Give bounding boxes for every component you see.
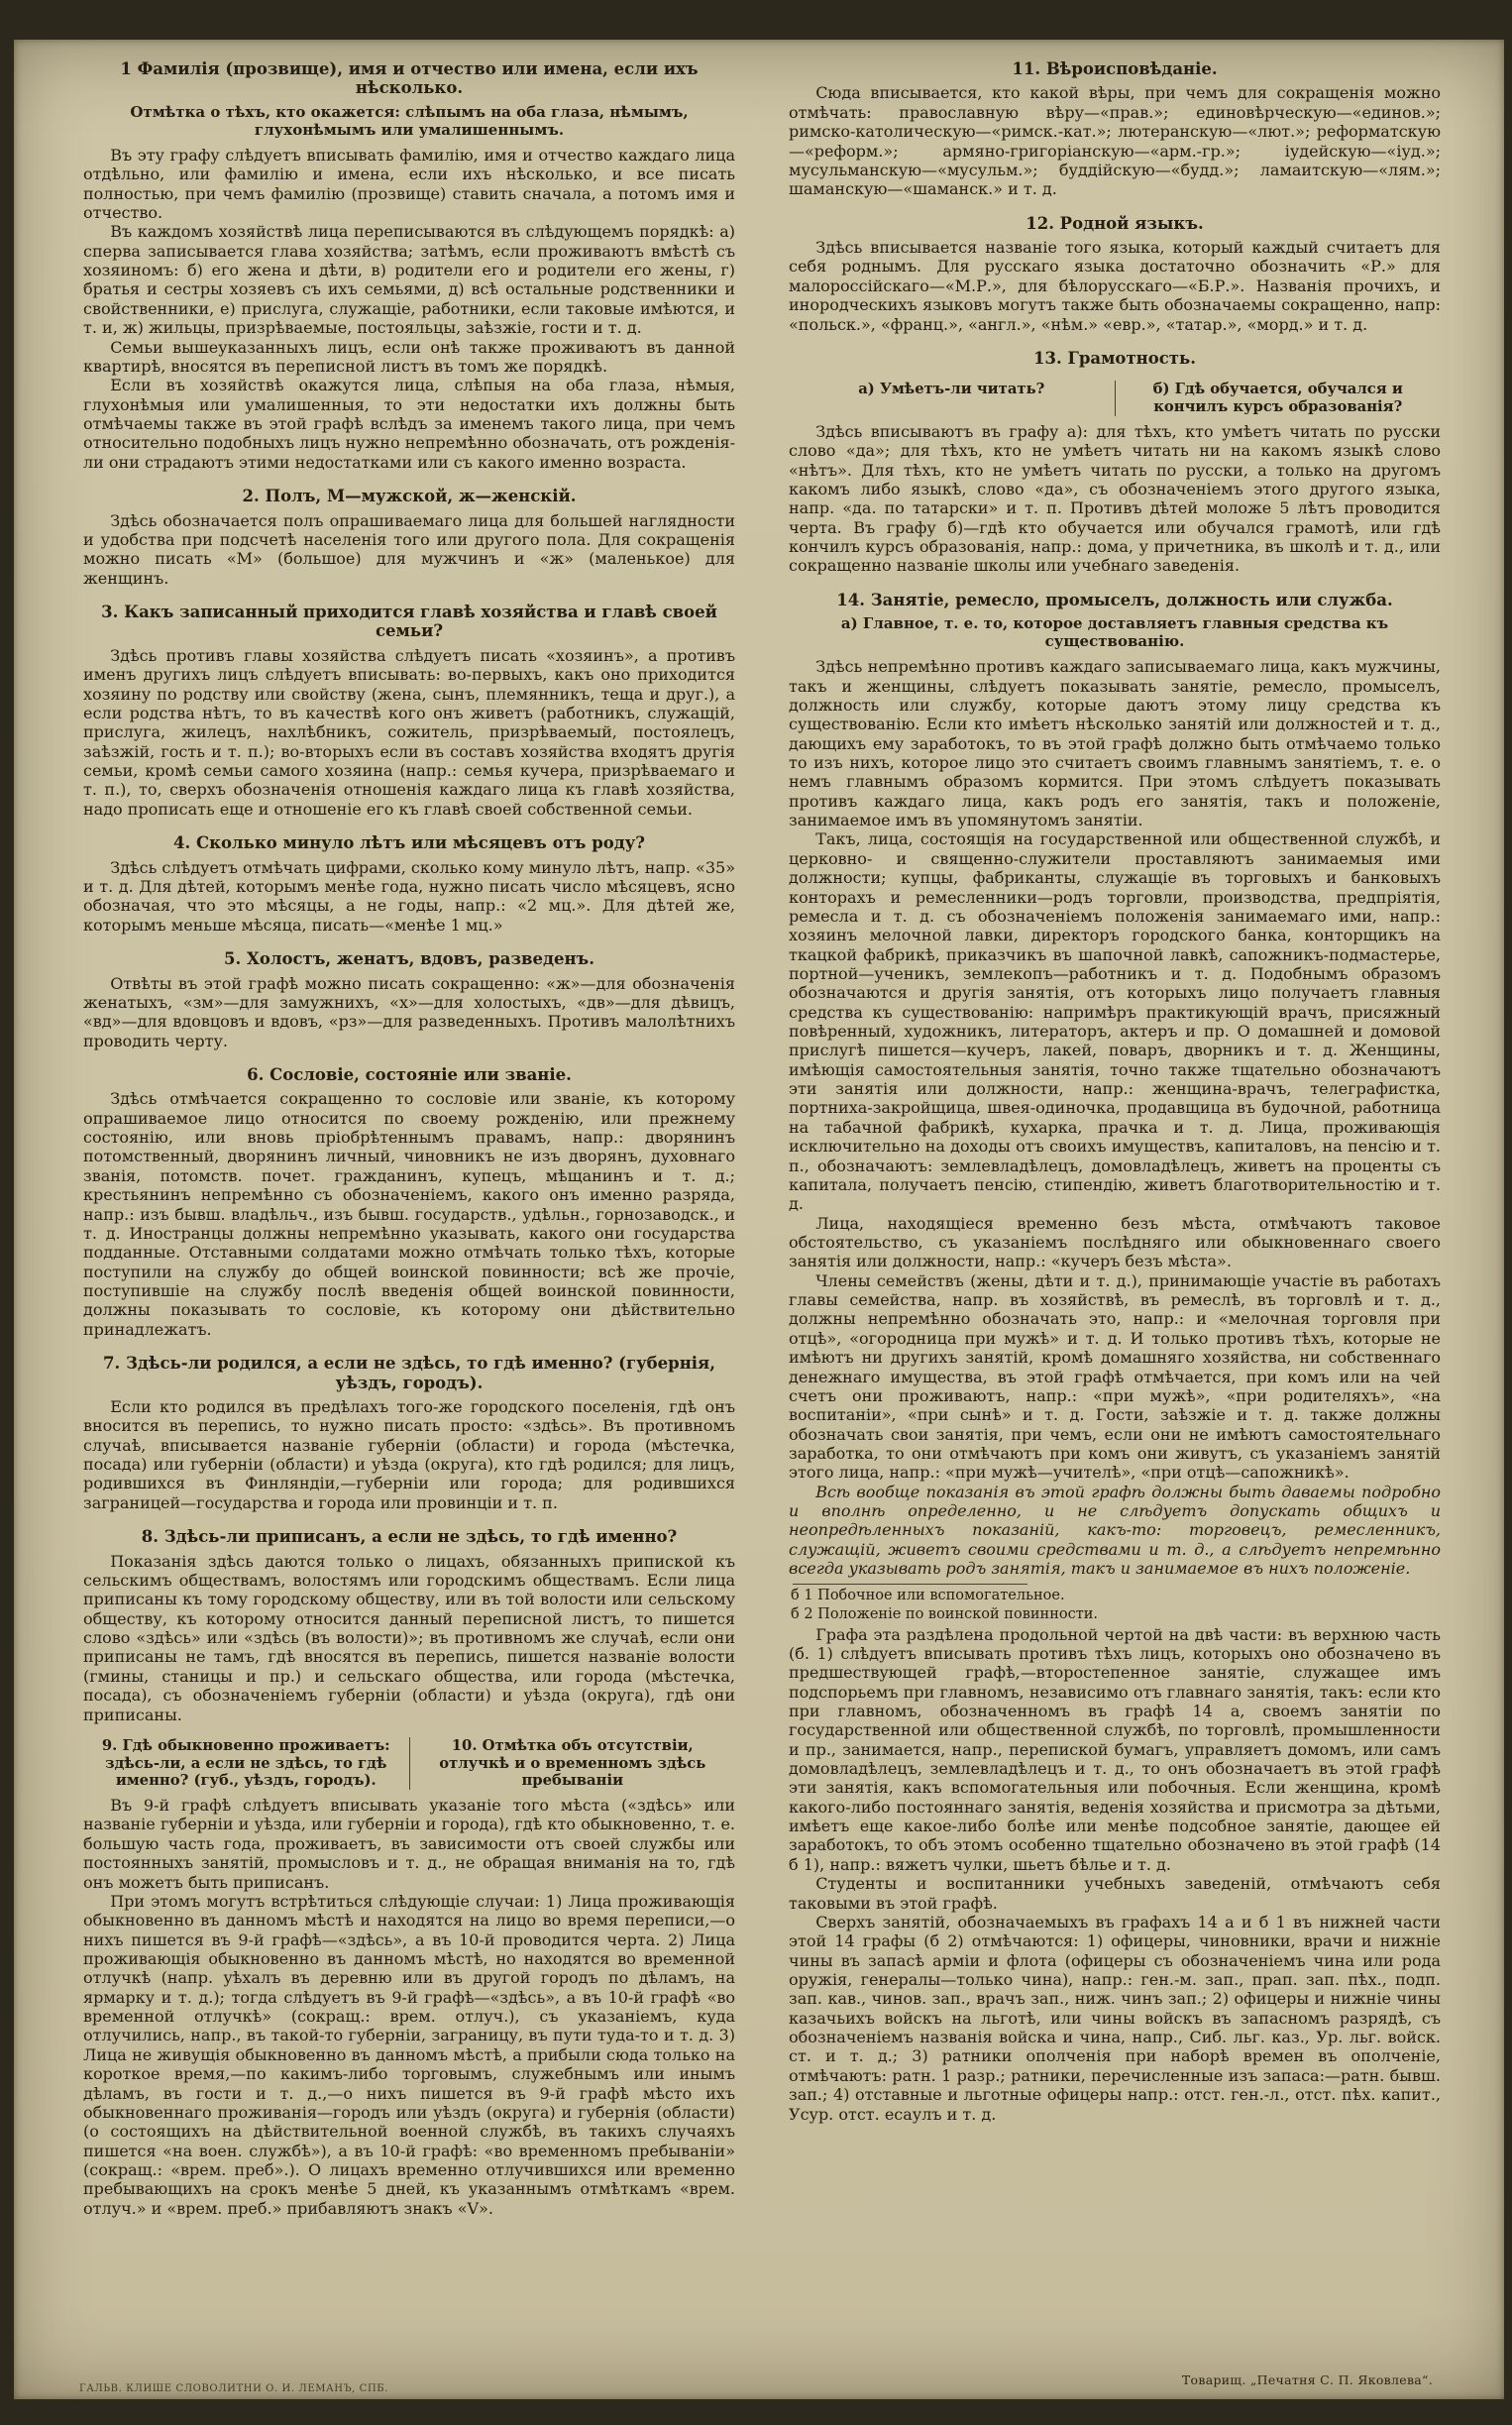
paragraph: Такъ, лица, состоящія на государственной или общественной службѣ, и церковно- и священно-служители проставляютъ занимаемыя ими должности; купцы, фабриканты, служащіе въ торговыхъ и банковыхъ конторахъ и ремесленники—родъ торговли, производства, предпріятія, ремесла и т. д. съ обозначеніемъ положенія занимаемаго ими, напр.: хозяинъ мелочной лавки, директоръ городского банка, конторщикъ на ткацкой фабрикѣ, приказчикъ въ шапочной лавкѣ, сапожникъ-подмастерье, портной—ученикъ, землекопъ—работникъ и т. д. Подобнымъ образомъ обозначаются и другія занятія, отъ которыхъ лицо получаетъ главныя средства къ существованію: напримѣръ практикующій врачъ, присяжный повѣренный, художникъ, литераторъ, актеръ и пр. О домашней и домовой прислугѣ пишется—кучеръ, лакей, поваръ, дворникъ и т. д. Женщины, имѣющія самостоятельныя занятія, точно также тщательно обозначаютъ эти занятія или должности, напр.: женщина-врачъ, телеграфистка, портниха-закройщица, швея-одиночка, продавщица въ будочной, работница на табачной фабрикѣ, кухарка, прачка и т. д. Лица, проживающія исключительно на доходы отъ своихъ имуществъ, капиталовъ, на пенсію и т. п., обозначаютъ: землевладѣлецъ, домовладѣлецъ, живетъ на проценты съ капитала, получаетъ пенсію, стипендію, живетъ благотворительностію и т. д. [789,829,1441,1214]
section-heading: 10. Отмѣтка объ отсутствіи, отлучкѣ и о временномъ здѣсь пребываніи [409,1737,736,1790]
side-heading: б 2 Положеніе по воинской повинности. [791,1605,1099,1622]
right-column [789,57,1441,2354]
paragraph: Семьи вышеуказанныхъ лицъ, если онѣ также проживаютъ въ данной квартирѣ, вносятся въ переписной листъ въ томъ же порядкѣ. [83,337,735,376]
divider-rule [793,1584,1027,1585]
section-heading: 12. Родной языкъ. [1026,213,1204,233]
section-heading: а) Умѣетъ-ли читать? [858,381,1045,398]
paragraph: Всѣ вообще показанія въ этой графѣ должны быть даваемы подробно и вполнѣ определенно, и не слѣдуетъ допускать общихъ и неопредѣленныхъ показаній, какъ-то: торговецъ, ремесленникъ, служащій, живетъ своими средствами и т. д., а слѣдуетъ непремѣнно всегда указывать родъ занятія, такъ и занимаемое въ нихъ положеніе. [789,1482,1441,1579]
section-heading: 7. Здѣсь-ли родился, а если не здѣсь, то гдѣ именно? (губернія, уѣздъ, городъ). [103,1354,715,1392]
left-column [83,57,735,2354]
section-heading: 2. Полъ, М—мужской, ж—женскій. [242,487,577,506]
instruction-section [789,1584,1441,2123]
section-heading: 9. Гдѣ обыкновенно проживаетъ: здѣсь-ли, а если не здѣсь, то гдѣ именно? (губ., уѣздъ, городъ). [101,1736,390,1790]
instruction-section [83,1737,735,2218]
paper-sheet [14,40,1504,2399]
section-heading: 5. Холостъ, женатъ, вдовъ, разведенъ. [224,949,594,969]
text-columns [14,40,1504,2399]
section-heading: 6. Сословіе, состояніе или званіе. [247,1064,572,1084]
paragraph: Здѣсь вписывается названіе того языка, который каждый считаетъ для себя роднымъ. Для русскаго языка достаточно обозначить «Р.» для малороссійскаго—«М.Р.», для бѣлорусскаго—«Б.Р.». Названія прочихъ, и инородческихъ языковъ могутъ также быть обозначаемы сокращенно, напр: «польск.», «франц.», «англ.», «нѣм.» «евр.», «татар.», «морд.» и т. д. [789,238,1441,334]
section-subheading: Отмѣтка о тѣхъ, кто окажется: слѣпымъ на оба глаза, нѣмымъ, глухонѣмымъ или умалишеннымъ. [130,102,689,139]
paragraph: Здѣсь непремѣнно противъ каждаго записываемаго лица, какъ мужчины, такъ и женщины, слѣдуетъ показывать занятіе, ремесло, промыселъ, должность или службу, которые даютъ этому лицу средства къ существованію. Если кто имѣетъ нѣсколько занятій или должностей и т. д., дающихъ ему заработокъ, то въ этой графѣ должно быть отмѣчаемо только то изъ нихъ, которое лицо это считаетъ своимъ главнымъ занятіемъ, т. е. о немъ главнымъ образомъ кормится. При этомъ слѣдуетъ показывать противъ каждаго лица, какъ родъ его занятія, такъ и положеніе, занимаемое имъ въ упомянутомъ занятіи. [789,657,1441,830]
section-subheading: а) Главное, т. е. то, которое доставляетъ главныя средства къ существованію. [840,614,1389,651]
section-heading: 8. Здѣсь-ли приписанъ, а если не здѣсь, то гдѣ именно? [141,1527,678,1547]
instruction-section [789,59,1441,199]
paragraph: Студенты и воспитанники учебныхъ заведеній, отмѣчаютъ себя таковыми въ этой графѣ. [789,1874,1441,1913]
paragraph: Члены семействъ (жены, дѣти и т. д.), принимающіе участіе въ работахъ главы семейства, напр. въ хозяйствѣ, въ ремеслѣ, въ торговлѣ и т. д., должны непремѣнно обозначать это, напр.: и «мелочная торговля при отцѣ», «огородница при мужѣ» и т. д. И только противъ тѣхъ, которые не имѣютъ ни другихъ занятій, кромѣ домашняго хозяйства, ни собственнаго денежнаго имущества, въ этой графѣ отмѣчается, при комъ или на чей счетъ они проживаютъ, напр.: «при мужѣ», «при родителяхъ», «на воспитаніи», «при сынѣ» и т. д. Гости, заѣзжіе и т. д. также должны обозначать свои занятія, при чемъ, если они не имѣютъ самостоятельнаго заработка, то они отмѣчаютъ при комъ они живутъ, съ указаніемъ занятій этого лица, напр.: «при мужѣ—учителѣ», «при отцѣ—сапожникѣ». [789,1270,1441,1483]
section-heading: 13. Грамотность. [1033,348,1196,368]
section-heading-pair [83,1737,735,1790]
instruction-section [83,1065,735,1339]
instruction-section [83,1527,735,1724]
paragraph: Въ каждомъ хозяйствѣ лица переписываются въ слѣдующемъ порядкѣ: а) сперва записывается глава хозяйства; затѣмъ, если проживаютъ вмѣстѣ съ хозяиномъ: б) его жена и дѣти, в) родители его и родители его жены, г) братья и сестры хозяевъ съ ихъ семьями, д) всѣ остальные родственники и свойственники, е) прислуга, служащіе, работники, если таковые имѣются, и т. и, ж) жильцы, призрѣваемые, постояльцы, заѣзжіе, гости и т. д. [83,222,735,338]
section-heading: 11. Вѣроисповѣданіе. [1012,59,1218,78]
printer-credit-left: ГАЛЬВ. КЛИШЕ СЛОВОЛИТНИ О. И. ЛЕМАНЪ, СПБ. [79,2383,388,2394]
paragraph: Отвѣты въ этой графѣ можно писать сокращенно: «ж»—для обозначенія женатыхъ, «зм»—для замужнихъ, «х»—для холостыхъ, «дв»—для дѣвицъ, «вд»—для вдовцовъ и вдовъ, «рз»—для разведенныхъ. Противъ малолѣтнихъ проводить черту. [83,973,735,1050]
instruction-section [83,59,735,472]
paragraph: При этомъ могутъ встрѣтиться слѣдующіе случаи: 1) Лица проживающія обыкновенно въ данномъ мѣстѣ и находятся на лицо во время переписи,—о нихъ пишется въ 9-й графѣ—«здѣсь», а въ 10-й проводится черта. 2) Лица проживающія обыкновенно въ данномъ мѣстѣ, но находятся во временной отлучкѣ (напр. уѣхалъ въ деревню или въ другой городъ по дѣламъ, на ярмарку и т. д.); тогда слѣдуетъ въ 9-й графѣ—«здѣсь», а въ 10-й графѣ «во временной отлучкѣ» (сокращ.: врем. отлуч.), съ указаніемъ, куда отлучились, напр., въ такой-то губерніи, заграницу, въ пути туда-то и т. д. 3) Лица не живущія обыкновенно въ данномъ мѣстѣ, а прибыли сюда только на короткое время,—по какимъ-либо торговымъ, служебнымъ или инымъ дѣламъ, въ гости и т. д.,—о нихъ пишется въ 9-й графѣ мѣсто ихъ обыкновеннаго проживанія—городъ или уѣздъ (округа) и губернія (области) (о состоящихъ на дѣйствительной военной службѣ, въ такихъ случаяхъ пишется «на воен. службѣ»), а въ 10-й графѣ: «во временномъ пребываніи» (сокращ.: «врем. преб».). О лицахъ временно отлучившихся или временно пребывающихъ на срокъ менѣе 5 дней, къ указаннымъ отмѣткамъ «врем. отлуч.» и «врем. преб.» прибавляютъ знакъ «V». [83,1891,735,2218]
instruction-section [789,349,1441,576]
instruction-section [789,214,1441,334]
instruction-section [83,833,735,935]
section-heading: 3. Какъ записанный приходится главѣ хозяйства и главѣ своей семьи? [101,602,717,641]
paragraph: Сверхъ занятій, обозначаемыхъ въ графахъ 14 а и б 1 въ нижней части этой 14 графы (б 2) отмѣчаются: 1) офицеры, чиновники, врачи и нижніе чины въ запасѣ арміи и флота (офицеры съ обозначеніемъ чина или рода оружія, генералы—только чина), напр.: ген.-м. зап., прап. зап. пѣх., подп. зап. кав., чинов. зап., врачъ зап., ниж. чинъ зап.; 2) офицеры и нижніе чины казачьихъ войскъ на льготѣ, или чины войскъ въ запасномъ разрядѣ, съ обозначеніемъ названія войска и чина, напр., Сиб. льг. каз., Ур. льг. войск. ст. и т. д.; 3) ратники ополченія при наборѣ времен въ ополченіе, отмѣчаютъ: ратн. 1 разр.; ратники, перечисленные изъ запаса:—ратн. бывш. зап.; 4) отставные и льготные офицеры напр.: отст. ген.-л., отст. пѣх. капит., Усур. отст. есаулъ и т. д. [789,1912,1441,2124]
section-heading: 14. Занятіе, ремесло, промыселъ, должность или служба. [836,590,1393,609]
paragraph: Въ 9-й графѣ слѣдуетъ вписывать указаніе того мѣста («здѣсь» или названіе губерніи и уѣзда, или губерніи и города), гдѣ кто обыкновенно, т. е. большую часть года, проживаетъ, въ зависимости отъ своей службы или постоянныхъ занятій, промысловъ и т. д., не обращая вниманія на то, гдѣ онъ можетъ быть приписанъ. [83,1796,735,1892]
section-heading: 1 Фамилія (прозвище), имя и отчество или имена, если ихъ нѣсколько. [120,59,699,98]
paragraph: Лица, находящіеся временно безъ мѣста, отмѣчаютъ таковое обстоятельство, съ указаніемъ послѣдняго или обыкновеннаго своего занятія или должности, напр.: «кучеръ безъ мѣста». [789,1213,1441,1271]
instruction-section [83,487,735,588]
paragraph: Въ эту графу слѣдуетъ вписывать фамилію, имя и отчество каждаго лица отдѣльно, или фамилію и имена, если ихъ нѣсколько, и все писать полностью, при чемъ фамилію (прозвище) ставить сначала, а потомъ имя и отчество. [83,145,735,223]
paragraph: Здѣсь обозначается полъ опрашиваемаго лица для большей наглядности и удобства при подсчетѣ населенія того или другого пола. Для сокращенія можно писать «М» (большое) для мужчинъ и «ж» (маленькое) для женщинъ. [83,510,735,588]
paragraph: Здѣсь противъ главы хозяйства слѣдуетъ писать «хозяинъ», а противъ именъ другихъ лицъ слѣдуетъ вписывать: во-первыхъ, какъ оно приходится хозяину по родству или свойству (жена, сынъ, племянникъ, теща и друг.), а если родства нѣтъ, то въ качествѣ кого онъ живетъ (работникъ, служащій, прислуга, жилецъ, нахлѣбникъ, сожитель, призрѣваемый, постоялецъ, заѣзжій, гость и т. п.); во-вторыхъ если въ составъ хозяйства входятъ другія семьи, кромѣ семьи самого хозяина (напр.: семья кучера, призрѣваемаго и т. п.), то, сверхъ обозначенія отношенія каждаго лица къ главѣ хозяйства, надо прописать еще и отношеніе его къ главѣ своей собственной семьи. [83,645,735,819]
instruction-section [83,1354,735,1512]
paragraph: Если кто родился въ предѣлахъ того-же городского поселенія, гдѣ онъ вносится въ перепись, то нужно писать просто: «здѣсь». Въ противномъ случаѣ, вписывается названіе губерніи (области) и города (мѣстечка, посада) или губерніи (области) и уѣзда (округа), кто гдѣ родился; для лицъ, родившихся въ Финляндіи,—губерніи или города; для родившихся заграницей—государства и города или провинціи и т. п. [83,1397,735,1512]
section-heading: 4. Сколько минуло лѣтъ или мѣсяцевъ отъ роду? [173,833,645,853]
printer-credit-right: Товарищ. „Печатня С. П. Яковлева“. [1181,2372,1433,2387]
paragraph: Здѣсь слѣдуетъ отмѣчать цифрами, сколько кому минуло лѣтъ, напр. «35» и т. д. Для дѣтей, которымъ менѣе года, нужно писать число мѣсяцевъ, ясно обозначая, что это мѣсяцы, а не годы, напр.: «2 мц.». Для дѣтей же, которымъ меньше мѣсяца, писать—«менѣе 1 мц.» [83,857,735,935]
instruction-section [83,949,735,1050]
paragraph: Показанія здѣсь даются только о лицахъ, обязанныхъ припиской къ сельскимъ обществамъ, волостямъ или городскимъ обществамъ. Если лица приписаны къ тому городскому обществу, или въ той волости или сельскому обществу, къ которому относится данный переписной листъ, то пишется слово «здѣсь» или «здѣсь (въ волости)»; въ противномъ же случаѣ, если они приписаны не тамъ, гдѣ вносятся въ перепись, пишется названіе волости (гмины, станицы и пр.) и сельскаго общества, или города (мѣстечка, посада), съ обозначеніемъ губерніи (области) и уѣзда (округа), гдѣ они приписаны. [83,1551,735,1724]
paragraph: Графа эта раздѣлена продольной чертой на двѣ части: въ верхнюю часть (б. 1) слѣдуетъ вписывать противъ тѣхъ лицъ, которыхъ оно обозначено въ предшествующей графѣ,—второстепенное занятіе, служащее имъ подспорьемъ при главномъ, независимо отъ главнаго занятія, такъ: если кто при главномъ, обозначенномъ въ графѣ 14 а, своемъ занятіи по государственной или общественной службѣ, по торговлѣ, промышленности и пр., занимается, напр., перепиской бумагъ, управляетъ домомъ, или самъ домовладѣлецъ, землевладѣлецъ и т. д., то онъ обозначаетъ въ этой графѣ эти занятія, какъ вспомогательныя или побочныя. Если женщина, кромѣ какого-либо постояннаго занятія, веденія хозяйства и присмотра за дѣтьми, имѣетъ еще какое-либо болѣе или менѣе подсобное занятіе, дающее ей заработокъ, то объ этомъ особенно тщательно обозначено въ этой графѣ (14 б 1), напр.: вяжетъ чулки, шьетъ бѣлье и т. д. [789,1624,1441,1874]
paragraph: Если въ хозяйствѣ окажутся лица, слѣпыя на оба глаза, нѣмыя, глухонѣмыя или умалишенныя, то эти недостатки ихъ должны быть отмѣчаемы также въ этой графѣ вслѣдъ за именемъ такого лица, при чемъ относительно подобныхъ лицъ нужно непремѣнно обозначать, отъ рожденія-ли они страдаютъ этими недостатками или съ какого именно возраста. [83,376,735,472]
paragraph: Здѣсь отмѣчается сокращенно то сословіе или званіе, къ которому опрашиваемое лицо относится по своему рожденію, или прежнему состоянію, или вновь пріобрѣтеннымъ правамъ, напр.: дворянинъ потомственный, дворянинъ личный, чиновникъ не изъ дворянъ, духовнаго званія, потомств. почет. гражданинъ, купецъ, мѣщанинъ и т. д.; крестьянинъ непремѣнно съ обозначеніемъ, какого онъ именно разряда, напр.: изъ бывш. владѣльч., изъ бывш. государств., удѣльн., горнозаводск., и т. д. Иностранцы должны непремѣнно указывать, какого они государства подданные. Отставными солдатами можно отмѣчать только тѣхъ, которые поступили на службу до общей воинской повинности; всѣ же прочіе, поступившіе на службу послѣ введенія общей воинской повинности, должны показывать то сословіе, къ которому они дѣйствительно принадлежатъ. [83,1089,735,1339]
instruction-section [83,603,735,819]
section-heading-pair [789,381,1441,416]
paragraph: Сюда вписывается, кто какой вѣры, при чемъ для сокращенія можно отмѣчать: православную вѣру—«прав.»; единовѣрческую—«единов.»; римско-католическую—«римск.-кат.»; лютеранскую—«лют.»; реформатскую—«реформ.»; армяно-григоріанскую—«арм.-гр.»; іудейскую—«іуд.»; мусульманскую—«мусульм.»; буддійскую—«будд.»; ламаитскую—«лям.»; шаманскую—«шаманск.» и т. д. [789,83,1441,199]
section-heading: б) Гдѣ обучается, обучался и кончилъ курсъ образованія? [1115,381,1442,416]
paragraph: Здѣсь вписываютъ въ графу а): для тѣхъ, кто умѣетъ читать по русски слово «да»; для тѣхъ, кто не умѣетъ читать ни на какомъ языкѣ слово «нѣтъ». Для тѣхъ, кто не умѣетъ читать по русски, а только на другомъ какомъ либо языкѣ, слово «да», съ обозначеніемъ этого другого языка, напр. «да. по татарски» и т. п. Противъ дѣтей моложе 5 лѣтъ проводится черта. Въ графу б)—гдѣ кто обучается или обучался грамотѣ, или гдѣ кончилъ курсъ образованія, напр.: дома, у причетника, въ школѣ и т. д., или сокращенно названіе школы или учебнаго заведенія. [789,421,1441,576]
instruction-section [789,591,1441,1579]
side-heading: б 1 Побочное или вспомогательное. [791,1588,1065,1604]
